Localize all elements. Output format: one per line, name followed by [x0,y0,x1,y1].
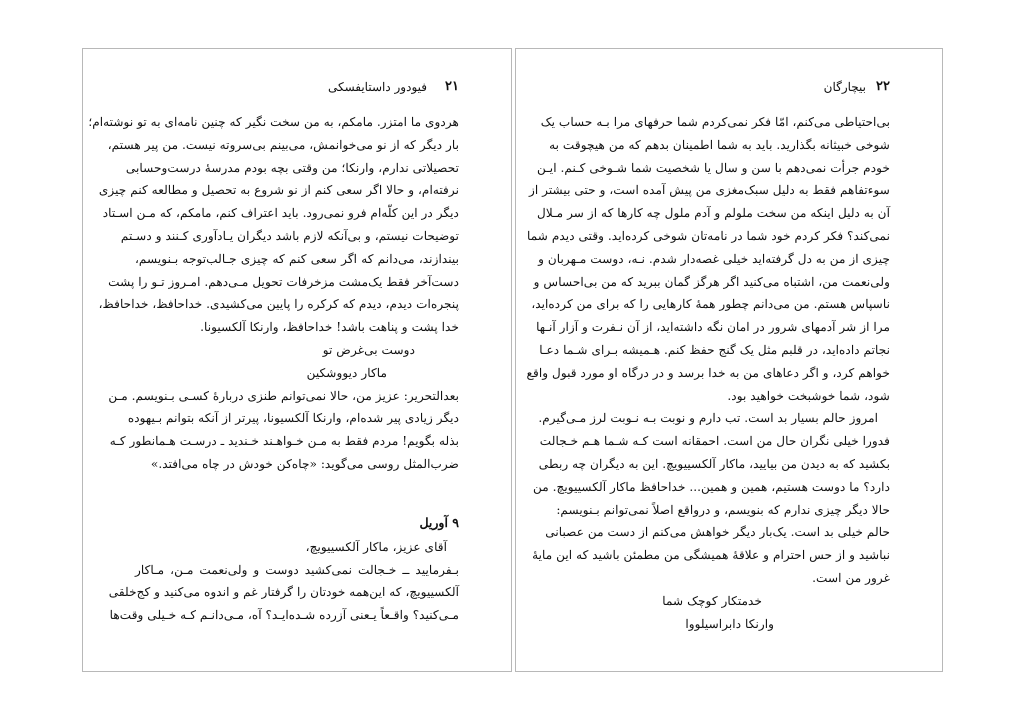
text-line: بی‌احتیاطی می‌کنم، امّا فکر نمی‌کردم شما حرفهای مرا بـه حساب یک [540,115,890,129]
letter-line: بـفرمایید ــ خـجالت نمی‌کشید دوست و ولی‌نعمت مـن، مـاکار [135,562,459,577]
right-running-title: بیچارگان [823,80,866,94]
text-line: چیزی از من به دل گرفته‌اید خیلی غصه‌دار شدم. نـه، دوست مـهربان و [538,251,890,266]
text-line: نرفته‌ام، و حالا اگر سعی کنم از نو شروع به تحصیل و مطالعه کنم چیزی [98,183,459,198]
text-line: بار دیگر که از نو می‌خوانمش، می‌بینم بی‌سروته نیست. من پیر هستم، [107,137,459,152]
text-line: نمی‌کند؟ فکر کردم خود شما در نامه‌تان شوخی کرده‌اید. وقتی دیدم شما [527,228,890,243]
text-line: آن به دلیل اینکه من سخت ملولم و آدم ملول چه کارها که از سر مـلال [536,206,890,221]
paragraph-line: دارد؟ ما دوست هستیم، همین و همین... خداحافظ ماکار آلکسییویچ. من [532,479,890,494]
right-page [515,48,943,672]
paragraph-line: حالا دیگر چیزی ندارم که بنویسم، و درواقع اصلاً نمی‌توانم بـنویسم: [556,502,890,517]
text-line: تحصیلاتی ندارم، وارنکا؛ من وقتی بچه بودم مدرسهٔ درست‌وحسابی [125,160,459,175]
paragraph-line: حالم خیلی بد است. یک‌بار دیگر خواهش می‌کنم از دست من عصبانی [545,525,890,540]
right-page-header [568,79,890,97]
left-page [82,48,512,672]
signature: ماکار دیووشکین [306,365,387,380]
text-line: شوخی خبیثانه بگذارید. باید به شما اطمینان بدهم که من هیچوقت به [549,137,890,152]
text-line: ناسپاس هستم. من می‌دانم چطور همهٔ کارهایی را که برای من کرده‌اید، [531,297,890,312]
left-page-header [135,79,459,97]
right-page-number: ۲۲ [876,79,890,94]
paragraph-line: نباشید و از حس احترام و علاقهٔ همیشگی من مطمئن باشید که این مایهٔ [532,548,890,563]
paragraph-line: غرور من است. [812,570,890,585]
postscript-line: ضرب‌المثل روسی می‌گوید: «چاه‌کن خودش در چاه می‌افتد.» [150,456,459,471]
postscript-line: بعدالتحریر: عزیز من، حالا نمی‌توانم طنزی دربارهٔ کسـی بـنویسم. مـن [108,388,459,403]
left-page-body [88,111,459,627]
date-heading: ۹ آوریل [419,514,459,530]
text-line: خدا پشت و پناهت باشد! خداحافظ، وارنکا آلکسیونا. [200,320,459,335]
left-page-number: ۲۱ [445,79,459,94]
text-line: ولی‌نعمت من، اشتباه می‌کنید اگر هرگز گمان ببرید که من بی‌احساس و [533,274,890,289]
letter-line: آلکسییویچ، که این‌همه خودتان را گرفتار غم و اندوه می‌کنید و کج‌خلقی [108,585,459,600]
text-line: هردوی ما امتزر. مامکم، به من سخت نگیر که چنین نامه‌ای به تو نوشته‌ام؛ [88,115,459,129]
salutation: آقای عزیز، ماکار آلکسییویچ، [305,539,447,554]
right-page-body [526,111,890,635]
text-line: پنجره‌ات دیدم، دیدم که کرکره را پایین می‌کشیدی. خداحافظ، خداحافظ، [98,297,459,312]
left-running-title: فیودور داستایفسکی [327,80,427,94]
sign-off: دوست بی‌غرض تو [322,342,415,357]
text-line: دست‌آخر فقط یک‌مشت مزخرفات تحویل مـی‌دهم. امـروز تـو را پشت [108,274,459,289]
signature: وارنکا دابراسیلووا [685,616,774,631]
text-line: سوءتفاهم فقط به دلیل سبک‌مغزی من پیش آمده است، و حتی بیشتر از [528,183,890,198]
paragraph-line: بکشید که به دیدن من بیایید، ماکار آلکسییویچ. این به دیگران چه ربطی [538,456,890,471]
section-gap [135,476,459,510]
text-line: خواهم کرد، و اگر دعاهای من به خدا برسد و در درگاه او مورد قبول واقع [526,365,890,380]
text-line: مرا از شر آدمهای شرور در امان نگه داشته‌اید، از آن نـفرت و آزار آنـها [536,320,890,335]
letter-line: مـی‌کنید؟ واقـعاً یـعنی آزرده شـده‌ایـد؟ آه، مـی‌دانـم کـه خـیلی وقت‌ها [109,608,459,623]
postscript-line: دیگر زیادی پیر شده‌ام، وارنکا آلکسیونا، پیرتر از آنکه بتوانم بـیهوده [127,411,459,426]
paragraph-line: امروز حالم بسیار بد است. تب دارم و نوبت بـه نـوبت لرز مـی‌گیرم. [538,411,878,426]
postscript-line: بذله بگویم! مردم فقط به مـن خـواهـند خـندید ـ درسـت هـمانطور کـه [109,434,459,449]
text-line: نجاتم داده‌اید، در قلبم مثل یک گنج حفظ کنم. هـمیشه بـرای شـما دعـا [539,342,890,357]
text-line: شود، شما خوشبخت خواهید بود. [727,388,890,403]
text-line: دیگر در این کلّه‌ام فرو نمی‌رود. باید اعتراف کنم، مامکم، که مـن اسـتاد [102,206,459,221]
text-line: خودم جرأت نمی‌دهم با سن و سال یا شخصیت شما شـوخی کـنم. ایـن [536,160,890,175]
text-line: بیندازند، می‌دانم که اگر سعی کنم که چیزی جـالب‌توجه بـنویسم، [135,251,459,266]
sign-off: خدمتکار کوچک شما [662,593,762,608]
paragraph-line: فدورا خیلی نگران حال من است. احمقانه است کـه شـما هـم خـجالت [539,434,890,449]
text-line: توضیحات نیستم، و بی‌آنکه لازم باشد دیگران یـادآوری کـنند و دسـتم [120,228,459,243]
